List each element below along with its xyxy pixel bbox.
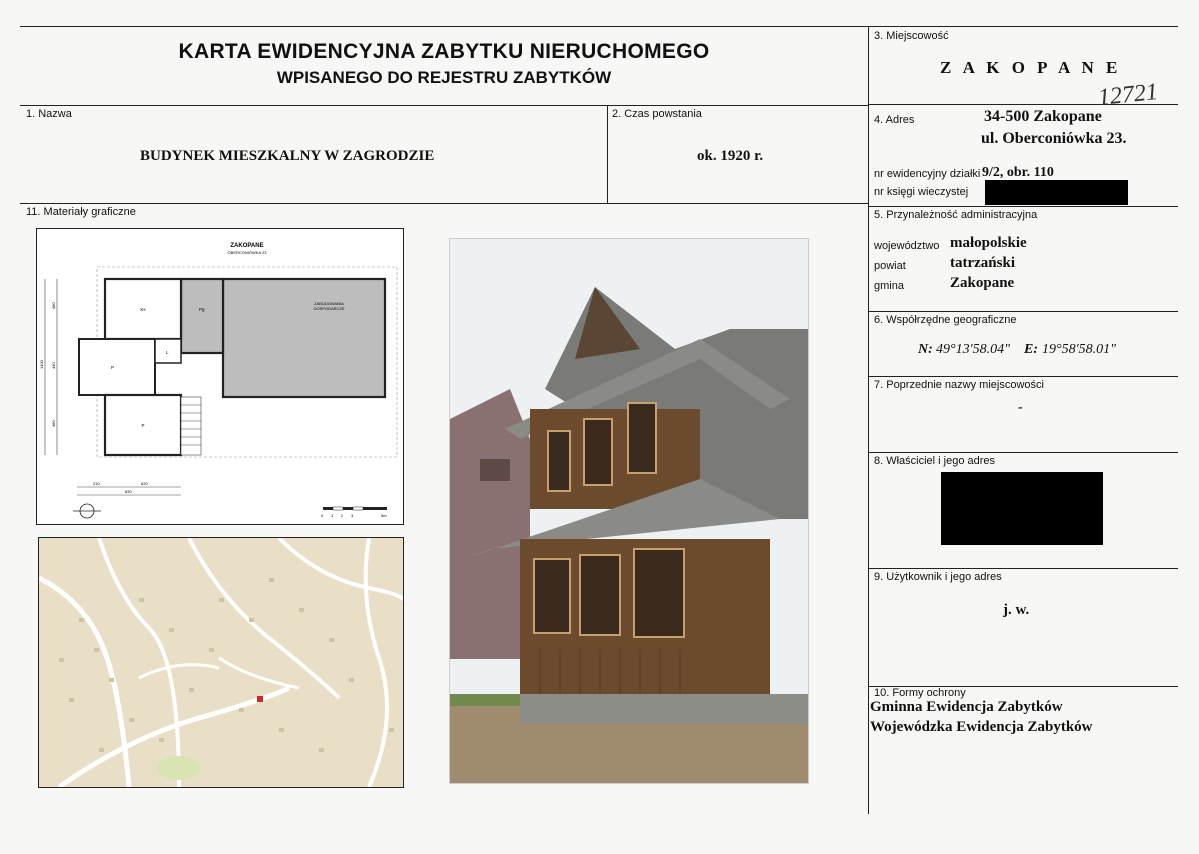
annex-label-1: ZABUDOWANIA [314,301,344,306]
land-register-redaction [985,180,1128,205]
plan-title: ZAKOPANE [230,243,264,249]
commune-value: Zakopane [950,275,1015,291]
graphics-label: 11. Materiały graficzne [26,206,136,218]
document-title: KARTA EWIDENCYJNA ZABYTKU NIERUCHOMEGO [178,40,710,63]
locality-label: 3. Miejscowość [874,30,949,42]
handwritten-register-number: 12721 [1096,78,1160,112]
divider-header [20,105,868,106]
address-line2: ul. Oberconiówka 23. [981,130,1127,147]
room-p-left-label: P [111,365,115,370]
commune-label: gmina [874,280,904,292]
protection-line1: Gminna Ewidencja Zabytków [870,699,1063,715]
divider-right-column [868,26,869,814]
user-value: j. w. [1003,602,1030,618]
address-line1: 34-500 Zakopane [984,108,1102,125]
room-pg-label: Pg [199,307,205,312]
dim-830: 830 [125,489,132,494]
divider-right-2 [868,206,1178,207]
building-photo [450,239,808,783]
divider-right-3 [868,311,1178,312]
scale-bar [323,507,387,510]
voivodeship-label: województwo [874,240,940,252]
coords-n-label: N: [918,342,933,357]
room-p-bottom-label: P [141,423,145,428]
dim-1400: 1400 [39,360,44,369]
period-value: ok. 1920 r. [697,148,764,164]
owner-label: 8. Właściciel i jego adres [874,455,996,467]
dim-620: 620 [141,481,148,486]
floor-plan-drawing [37,229,403,524]
county-value: tatrzański [950,255,1015,271]
annex-building [223,279,385,397]
address-label: 4. Adres [874,114,915,126]
owner-redaction [941,472,1103,545]
annex-label-2: GOSPODARCZE [313,306,345,311]
plot-number-value: 9/2, obr. 110 [982,165,1054,180]
document-subtitle: WPISANEGO DO REJESTRU ZABYTKÓW [276,68,612,87]
location-map-frame [38,537,404,788]
location-marker-icon [257,696,263,702]
scale-1: 1 [331,513,334,518]
former-names-label: 7. Poprzednie nazwy miejscowości [874,379,1044,391]
scale-2: 2 [341,513,344,518]
plan-subtitle: OBERCONIÓWKA 23 [227,250,267,255]
county-label: powiat [874,260,906,272]
location-map [39,538,403,787]
building-photo-frame [449,238,809,784]
plot-number-label: nr ewidencyjny działki [874,168,981,180]
room-l-label: L [166,350,169,355]
divider-right-5 [868,452,1178,453]
admin-label: 5. Przynależność administracyjna [874,209,1038,221]
voivodeship-value: małopolskie [950,235,1027,251]
room-pg [181,279,223,353]
scale-5m: 5m [381,513,387,518]
coords-label: 6. Współrzędne geograficzne [874,314,1017,326]
locality-value: Z A K O P A N E [940,58,1122,77]
period-label: 2. Czas powstania [612,108,702,120]
scale-0: 0 [321,513,324,518]
dim-210: 210 [93,481,100,486]
name-label: 1. Nazwa [26,108,72,120]
dim-440: 440 [51,362,56,369]
coords-n-value: 49°13'58.04" [936,342,1010,357]
top-border [20,26,1178,27]
protection-label: 10. Formy ochrony [874,687,966,699]
coords-e-label: E: [1024,342,1038,357]
former-names-value: - [1018,400,1023,415]
stairs [181,397,201,455]
user-label: 9. Użytkownik i jego adres [874,571,1002,583]
room-ks-label: Ks [140,307,146,312]
room-p-left [79,339,155,395]
north-arrow-icon [73,504,101,518]
coords-e-value: 19°58'58.01" [1042,342,1116,357]
dim-480-top: 480 [51,302,56,309]
divider-right-6 [868,568,1178,569]
floor-plan-frame [36,228,404,525]
dim-480-bottom: 480 [51,420,56,427]
land-register-label: nr księgi wieczystej [874,186,969,198]
name-value: BUDYNEK MIESZKALNY W ZAGRODZIE [140,148,435,164]
scale-3: 3 [351,513,354,518]
divider-name-period [607,105,608,203]
protection-line2: Wojewódzka Ewidencja Zabytków [870,719,1093,735]
divider-right-4 [868,376,1178,377]
divider-left-row1 [20,203,868,204]
